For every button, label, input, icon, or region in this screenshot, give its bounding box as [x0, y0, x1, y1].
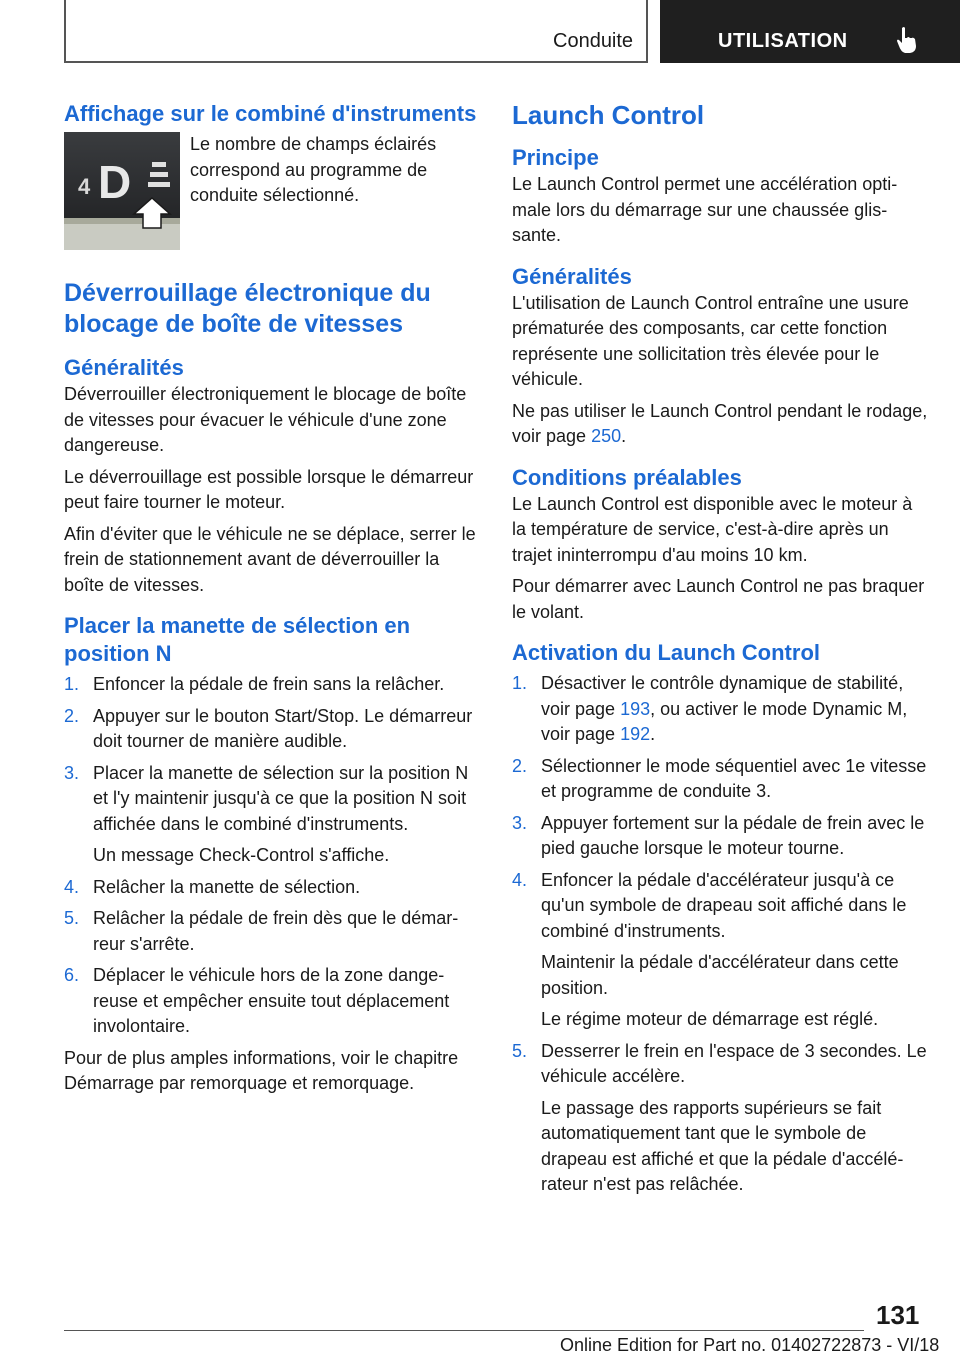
page-link-193[interactable]: 193 — [620, 698, 651, 719]
general-paragraph-3: Afin d'éviter que le véhicule ne se déplace, serrer le frein de stationnement avant de déverrouiller la boîte de vitesses. — [64, 523, 476, 595]
left-column — [64, 100, 480, 1097]
gear-letter: D — [98, 156, 132, 208]
principle-heading: Principe — [512, 145, 599, 170]
step-3-note: Un message Check-Control s'affiche. — [93, 845, 390, 865]
list-item: 2. Appuyer sur le bouton Start/Stop. Le démarreur doit tourner de manière audible. — [64, 705, 473, 751]
list-item: 3. Placer la manette de sélection sur la position N et l'y maintenir jusqu'à ce que la position N soit affichée dans le combiné d'instruments. — [64, 762, 469, 834]
principle-paragraph: Le Launch Control permet une accélération optimale lors du démarrage sur une chaussée glissante. — [512, 174, 898, 245]
display-description: Le nombre de champs éclairés correspond au programme de conduite sélectionné. — [190, 134, 437, 205]
prerequisites-paragraph-2: Pour démarrer avec Launch Control ne pas braquer le volant. — [512, 576, 925, 622]
usage-paragraph: L'utilisation de Launch Control entraîne une usure prématurée des composants, car cette fonction représente une sollicitation très élevée pour le véhicule. — [512, 292, 909, 389]
list-item: 4. Relâcher la manette de sélection. — [64, 876, 361, 897]
list-item: 6. Déplacer le véhicule hors de la zone dangereuse et empêcher ensuite tout déplacement involontaire. — [64, 965, 450, 1036]
page-link-192[interactable]: 192 — [620, 724, 651, 744]
general-paragraph-2: Le déverrouillage est possible lorsque le démarreur peut faire tourner le moteur. — [64, 466, 474, 512]
display-figure — [64, 132, 480, 250]
section-label: Conduite — [553, 30, 634, 52]
display-heading: Affichage sur le combiné d'instruments — [64, 101, 477, 126]
instrument-cluster-image — [64, 132, 180, 250]
right-column — [512, 100, 928, 1198]
hand-pointer-icon — [896, 26, 918, 54]
footer-divider — [64, 1330, 864, 1331]
prerequisites-paragraph-1: Le Launch Control est disponible avec le moteur à la température de service, c'est-à-dire après un trajet ininterrompu d'au moins 10 km. — [512, 493, 913, 565]
general-heading-right: Généralités — [512, 263, 632, 289]
list-item: 5. Desserrer le frein en l'espace de 3 secondes. Le véhicule accélère. — [512, 1040, 927, 1086]
chapter-label: UTILISATION — [718, 30, 848, 52]
list-item: 2. Sélectionner le mode séquentiel avec 1e vitesse et programme de conduite 3. — [512, 755, 927, 801]
step-4-note-1: Maintenir la pédale d'accélérateur dans cette position. — [541, 952, 899, 998]
neutral-heading: Placer la manette de sélection en position N — [64, 613, 411, 666]
run-in-paragraph: Ne pas utiliser le Launch Control pendant le rodage, voir page 250. — [512, 400, 928, 446]
general-paragraph-1: Déverrouiller électroniquement le blocage de boîte de vitesses pour évacuer le véhicule d'une zone dangereuse. — [64, 384, 467, 455]
activation-heading: Activation du Launch Control — [512, 640, 820, 665]
list-item: 1. Enfoncer la pédale de frein sans la relâcher. — [64, 674, 445, 694]
page-number: 131 — [876, 1300, 920, 1330]
closing-paragraph: Pour de plus amples informations, voir le chapitre Démarrage par remorquage et remorquage. — [64, 1047, 459, 1093]
list-item: 1. Désactiver le contrôle dynamique de stabilité, voir page 193, ou activer le mode Dynamic M, voir page 192. — [512, 673, 908, 744]
page-link-250[interactable]: 250 — [591, 426, 622, 446]
unlock-heading: Déverrouillage électronique du blocage de boîte de vitesses — [64, 279, 431, 338]
gear-number: 4 — [78, 174, 91, 199]
list-item: 3. Appuyer fortement sur la pédale de frein avec le pied gauche lorsque le moteur tourne. — [512, 812, 925, 858]
list-item: 5. Relâcher la pédale de frein dès que le démarreur s'arrête. — [64, 908, 459, 954]
prerequisites-heading: Conditions préalables — [512, 464, 742, 490]
step-5-note: Le passage des rapports supérieurs se fait automatiquement tant que le symbole de drapeau est affiché et que la pédale d'accélérateur n'est pas relâchée. — [541, 1097, 904, 1194]
edition-text: Online Edition for Part no. 01402722873 - VI/18 — [560, 1335, 940, 1355]
launch-control-heading: Launch Control — [512, 100, 705, 130]
general-heading-left: Généralités — [64, 355, 184, 380]
list-item: 4. Enfoncer la pédale d'accélérateur jusqu'à ce qu'un symbole de drapeau soit affiché dans le combiné d'instruments. — [512, 869, 907, 941]
step-4-note-2: Le régime moteur de démarrage est réglé. — [541, 1009, 879, 1029]
instrument-cluster-graphic — [64, 132, 180, 250]
